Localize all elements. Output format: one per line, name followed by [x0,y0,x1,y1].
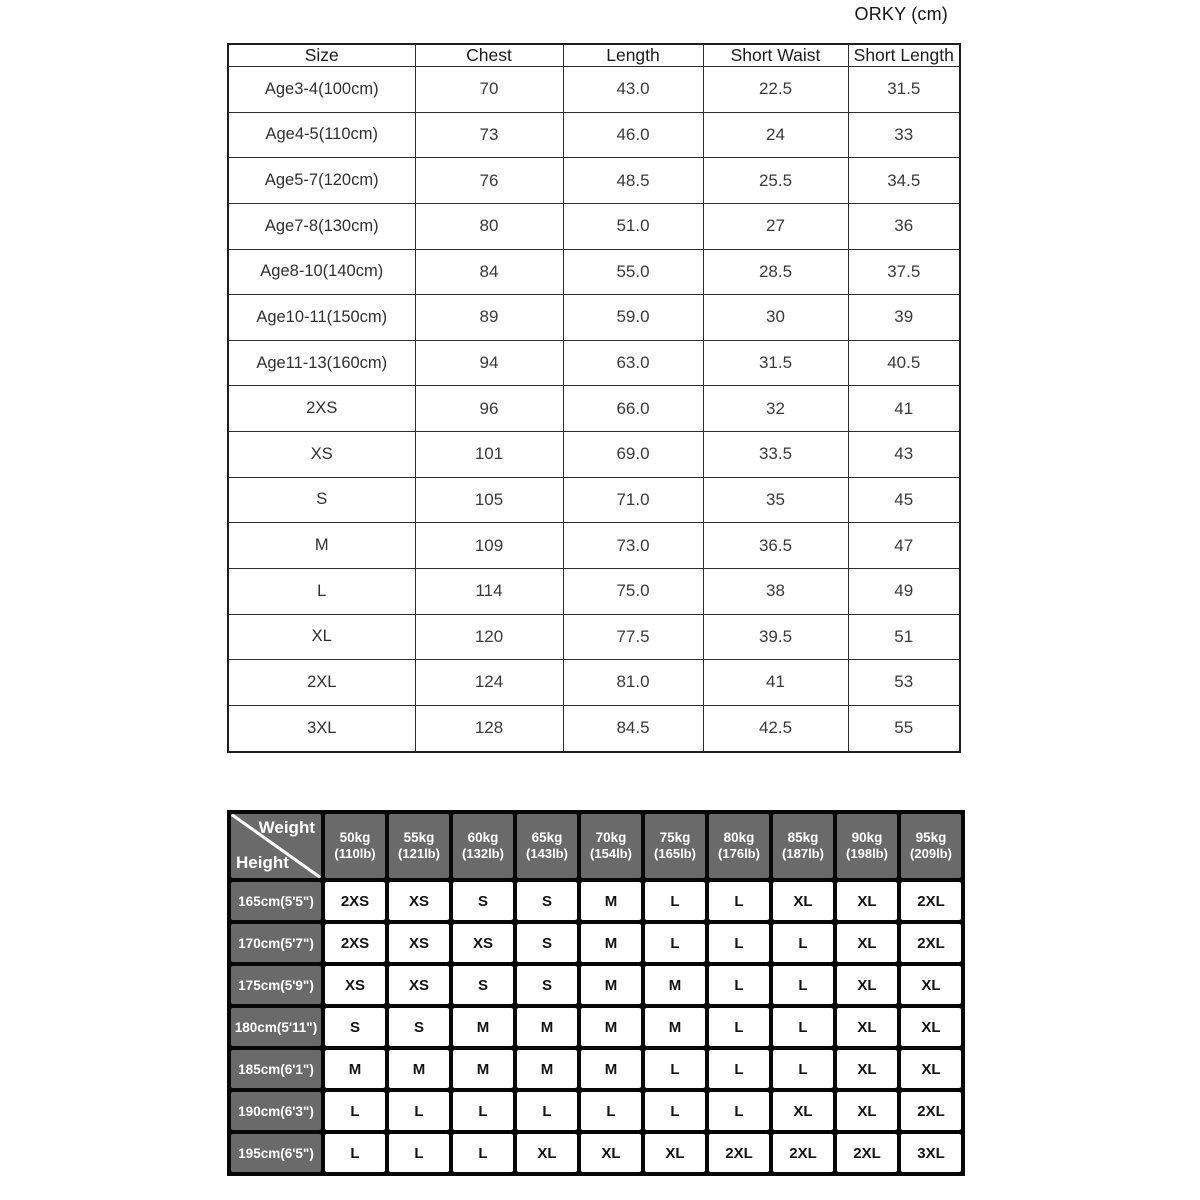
measurement-cell: 55 [848,705,960,752]
height-row-header: 190cm(6'3") [231,1092,321,1130]
recommended-size-cell: L [645,882,705,920]
recommended-size-cell: 2XL [901,1092,961,1130]
measurement-cell: 41 [848,386,960,432]
measurement-cell: 53 [848,660,960,706]
fit-table-row [231,1092,961,1130]
recommended-size-cell: L [709,882,769,920]
size-table-row [228,614,960,660]
recommended-size-cell: XL [901,1008,961,1046]
measurement-cell: 69.0 [563,432,703,478]
recommended-size-cell: M [581,1050,641,1088]
size-column-header: Length [563,44,703,67]
measurement-cell: 109 [415,523,563,569]
measurement-cell: 36 [848,203,960,249]
size-column-header: Short Length [848,44,960,67]
size-label-cell: Age4-5(110cm) [228,112,415,158]
size-table-row [228,340,960,386]
measurement-cell: 30 [703,295,848,341]
measurement-cell: 101 [415,432,563,478]
recommended-size-cell: XL [773,1092,833,1130]
measurement-cell: 42.5 [703,705,848,752]
size-table-row [228,568,960,614]
recommended-size-cell: L [389,1092,449,1130]
corner-height-label: Height [236,853,289,872]
size-label-cell: XL [228,614,415,660]
recommended-size-cell: L [453,1134,513,1172]
weight-column-header [709,814,769,878]
measurement-cell: 39.5 [703,614,848,660]
recommended-size-cell: L [773,924,833,962]
fit-table-row [231,966,961,1004]
recommended-size-cell: 2XS [325,882,385,920]
measurement-cell: 25.5 [703,158,848,204]
size-table-header-row [228,44,960,67]
weight-column-header [645,814,705,878]
measurement-cell: 120 [415,614,563,660]
measurement-cell: 43 [848,432,960,478]
weight-kg-label: 90kg [851,830,883,846]
recommended-size-cell: S [453,882,513,920]
unit-label: ORKY (cm) [854,4,948,24]
measurement-cell: 22.5 [703,67,848,113]
measurement-cell: 28.5 [703,249,848,295]
fit-table-row [231,1008,961,1046]
height-row-header: 165cm(5'5") [231,882,321,920]
measurement-cell: 80 [415,203,563,249]
recommended-size-cell: L [709,966,769,1004]
recommended-size-cell: L [645,1092,705,1130]
size-label-cell: 3XL [228,705,415,752]
measurement-cell: 77.5 [563,614,703,660]
size-table-row [228,112,960,158]
size-label-cell: Age10-11(150cm) [228,295,415,341]
weight-lb-label: (143lb) [526,846,568,862]
recommended-size-cell: 2XL [837,1134,897,1172]
weight-column-header [389,814,449,878]
measurement-cell: 76 [415,158,563,204]
recommended-size-cell: XL [645,1134,705,1172]
recommended-size-cell: M [389,1050,449,1088]
size-label-cell: Age8-10(140cm) [228,249,415,295]
recommended-size-cell: XL [773,882,833,920]
size-table-row [228,477,960,523]
height-row-header: 195cm(6'5") [231,1134,321,1172]
size-table-body [228,67,960,753]
recommended-size-cell: L [645,1050,705,1088]
measurement-cell: 24 [703,112,848,158]
measurement-cell: 63.0 [563,340,703,386]
weight-kg-label: 80kg [723,830,755,846]
recommended-size-cell: M [581,966,641,1004]
recommended-size-cell: L [709,924,769,962]
recommended-size-cell: S [389,1008,449,1046]
recommended-size-cell: XL [837,1050,897,1088]
measurement-cell: 46.0 [563,112,703,158]
recommended-size-cell: S [325,1008,385,1046]
recommended-size-cell: 3XL [901,1134,961,1172]
recommended-size-cell: 2XL [709,1134,769,1172]
weight-lb-label: (198lb) [846,846,888,862]
recommended-size-cell: L [773,966,833,1004]
recommended-size-cell: XL [837,966,897,1004]
recommended-size-cell: L [709,1050,769,1088]
measurement-cell: 94 [415,340,563,386]
recommended-size-cell: M [645,1008,705,1046]
size-table-row [228,705,960,752]
fit-table-header-row [231,814,961,878]
weight-kg-label: 70kg [595,830,627,846]
recommended-size-cell: L [453,1092,513,1130]
height-row-header: 185cm(6'1") [231,1050,321,1088]
recommended-size-cell: XL [901,1050,961,1088]
size-label-cell: Age3-4(100cm) [228,67,415,113]
recommended-size-cell: L [517,1092,577,1130]
recommended-size-cell: XL [837,1008,897,1046]
measurement-cell: 55.0 [563,249,703,295]
measurement-cell: 31.5 [848,67,960,113]
measurement-cell: 34.5 [848,158,960,204]
height-row-header: 180cm(5'11") [231,1008,321,1046]
recommended-size-cell: L [325,1134,385,1172]
recommended-size-cell: L [389,1134,449,1172]
recommended-size-cell: M [517,1050,577,1088]
recommended-size-cell: 2XS [325,924,385,962]
size-label-cell: XS [228,432,415,478]
measurement-cell: 40.5 [848,340,960,386]
weight-column-header [325,814,385,878]
measurement-cell: 38 [703,568,848,614]
recommended-size-cell: XS [325,966,385,1004]
recommended-size-cell: L [773,1050,833,1088]
weight-kg-label: 60kg [467,830,499,846]
measurement-cell: 70 [415,67,563,113]
weight-lb-label: (187lb) [782,846,824,862]
recommended-size-cell: M [581,924,641,962]
recommended-size-cell: M [453,1050,513,1088]
measurement-cell: 75.0 [563,568,703,614]
measurement-cell: 73 [415,112,563,158]
size-table-row [228,158,960,204]
weight-column-header [581,814,641,878]
size-table-row [228,203,960,249]
measurement-cell: 81.0 [563,660,703,706]
size-label-cell: Age11-13(160cm) [228,340,415,386]
recommended-size-cell: XS [453,924,513,962]
recommended-size-cell: XS [389,882,449,920]
fit-table-row [231,882,961,920]
corner-weight-label: Weight [258,818,315,837]
measurement-cell: 37.5 [848,249,960,295]
measurement-cell: 84.5 [563,705,703,752]
size-column-header: Chest [415,44,563,67]
measurement-cell: 51.0 [563,203,703,249]
recommended-size-cell: M [325,1050,385,1088]
recommended-size-cell: XL [517,1134,577,1172]
measurement-cell: 96 [415,386,563,432]
size-label-cell: Age7-8(130cm) [228,203,415,249]
measurement-cell: 89 [415,295,563,341]
size-table-row [228,295,960,341]
size-table-row [228,523,960,569]
weight-height-corner-cell [231,814,321,878]
measurement-cell: 39 [848,295,960,341]
measurement-cell: 114 [415,568,563,614]
height-row-header: 175cm(5'9") [231,966,321,1004]
recommended-size-cell: S [517,966,577,1004]
recommended-size-cell: XL [581,1134,641,1172]
fit-table-row [231,1134,961,1172]
recommended-size-cell: M [581,882,641,920]
size-table-row [228,249,960,295]
measurement-cell: 73.0 [563,523,703,569]
fit-table-body [231,882,961,1172]
recommended-size-cell: S [453,966,513,1004]
recommended-size-cell: XL [837,882,897,920]
size-label-cell: Age5-7(120cm) [228,158,415,204]
weight-kg-label: 50kg [339,830,371,846]
fit-table-row [231,1050,961,1088]
recommended-size-cell: S [517,924,577,962]
weight-lb-label: (110lb) [334,846,376,862]
measurement-cell: 48.5 [563,158,703,204]
size-column-header: Size [228,44,415,67]
recommended-size-cell: XL [837,924,897,962]
recommended-size-cell: XS [389,966,449,1004]
recommended-size-cell: XL [901,966,961,1004]
weight-kg-label: 85kg [787,830,819,846]
weight-kg-label: 65kg [531,830,563,846]
recommended-size-cell: L [325,1092,385,1130]
recommended-size-cell: M [517,1008,577,1046]
size-table [227,43,961,753]
recommended-size-cell: 2XL [901,924,961,962]
measurement-cell: 36.5 [703,523,848,569]
size-label-cell: S [228,477,415,523]
size-label-cell: 2XL [228,660,415,706]
measurement-cell: 27 [703,203,848,249]
weight-column-header [773,814,833,878]
weight-lb-label: (209lb) [910,846,952,862]
measurement-cell: 59.0 [563,295,703,341]
recommended-size-cell: M [645,966,705,1004]
weight-lb-label: (121lb) [398,846,440,862]
weight-column-header [837,814,897,878]
measurement-cell: 35 [703,477,848,523]
size-label-cell: L [228,568,415,614]
fit-table-row [231,924,961,962]
weight-kg-label: 55kg [403,830,435,846]
weight-lb-label: (154lb) [590,846,632,862]
measurement-cell: 124 [415,660,563,706]
size-label-cell: M [228,523,415,569]
measurement-cell: 33.5 [703,432,848,478]
recommended-size-cell: XS [389,924,449,962]
weight-column-header [517,814,577,878]
recommended-size-cell: L [709,1092,769,1130]
recommended-size-cell: L [773,1008,833,1046]
measurement-cell: 105 [415,477,563,523]
measurement-cell: 128 [415,705,563,752]
size-label-cell: 2XS [228,386,415,432]
measurement-cell: 33 [848,112,960,158]
size-column-header: Short Waist [703,44,848,67]
weight-kg-label: 75kg [659,830,691,846]
measurement-cell: 45 [848,477,960,523]
weight-lb-label: (176lb) [718,846,760,862]
measurement-cell: 66.0 [563,386,703,432]
measurement-cell: 31.5 [703,340,848,386]
weight-kg-label: 95kg [915,830,947,846]
recommended-size-cell: L [645,924,705,962]
height-row-header: 170cm(5'7") [231,924,321,962]
measurement-cell: 49 [848,568,960,614]
recommended-size-cell: XL [837,1092,897,1130]
size-table-row [228,386,960,432]
weight-column-header [901,814,961,878]
measurement-cell: 41 [703,660,848,706]
recommended-size-cell: L [709,1008,769,1046]
measurement-cell: 71.0 [563,477,703,523]
measurement-cell: 32 [703,386,848,432]
measurement-cell: 47 [848,523,960,569]
recommended-size-cell: 2XL [901,882,961,920]
measurement-cell: 84 [415,249,563,295]
measurement-cell: 43.0 [563,67,703,113]
size-table-row [228,660,960,706]
recommended-size-cell: L [581,1092,641,1130]
weight-lb-label: (132lb) [462,846,504,862]
weight-column-header [453,814,513,878]
weight-lb-label: (165lb) [654,846,696,862]
recommended-size-cell: 2XL [773,1134,833,1172]
recommended-size-cell: M [581,1008,641,1046]
height-weight-table [227,810,965,1176]
size-table-row [228,432,960,478]
size-table-row [228,67,960,113]
recommended-size-cell: S [517,882,577,920]
measurement-cell: 51 [848,614,960,660]
recommended-size-cell: M [453,1008,513,1046]
